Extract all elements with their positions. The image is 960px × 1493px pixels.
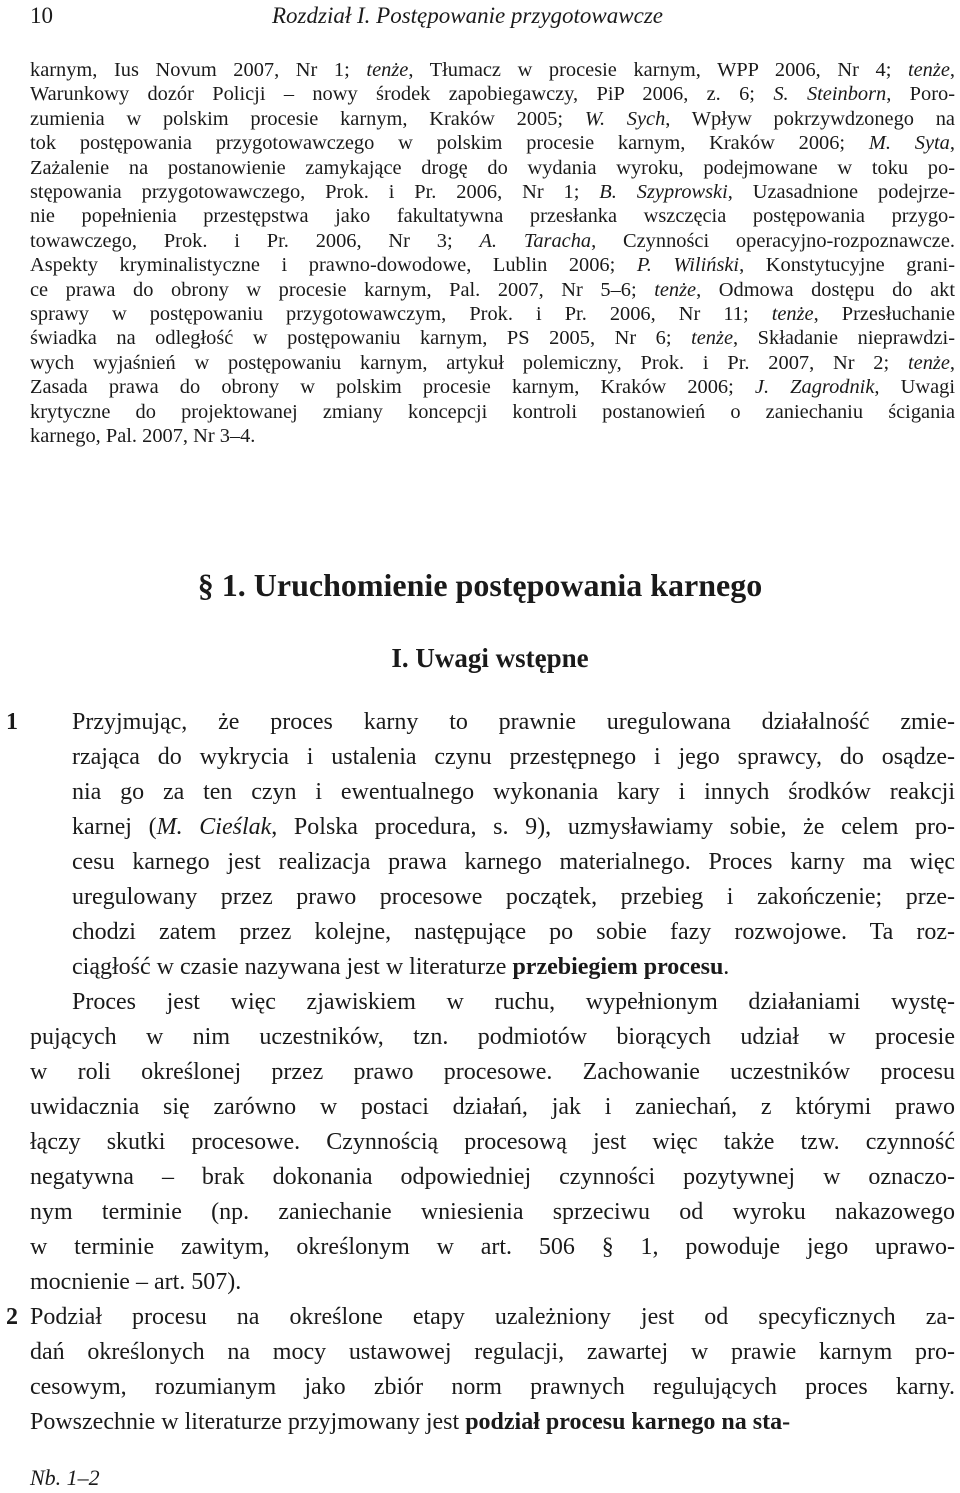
text-line: towawczego, Prok. i Pr. 2006, Nr 3; A. Taracha, Czynności operacyjno-rozpoznawcze. bbox=[30, 229, 956, 252]
text-line: Zażalenie na postanowienie zamykające drogę do wydania wyroku, podejmowane w toku po- bbox=[30, 156, 955, 179]
running-title: Rozdział I. Postępowanie przygotowawcze bbox=[272, 3, 663, 28]
text-line: wych wyjaśnień w postępowaniu karnym, artykuł polemiczny, Prok. i Pr. 2007, Nr 2; tenże, bbox=[30, 351, 955, 374]
text-line: chodzi zatem przez kolejne, następujące po sobie fazy rozwojowe. Ta roz- bbox=[72, 919, 955, 945]
text-line: Aspekty kryminalistyczne i prawno-dowodowe, Lublin 2006; P. Wiliński, Konstytucyjne grani- bbox=[30, 254, 955, 277]
text-line: dań określonych na mocy ustawowej regulacji, zawartej w prawie karnym pro- bbox=[30, 1339, 955, 1365]
text-line: cesowym, rozumianym jako zbiór norm prawnych regulujących proces karny. bbox=[30, 1374, 955, 1400]
text-line: uwidacznia się zarówno w postaci działań, jak i zaniechań, z którymi prawo bbox=[30, 1094, 955, 1120]
text-line: ce prawa do obrony w procesie karnym, Pal. 2007, Nr 5–6; tenże, Odmowa dostępu do akt bbox=[30, 278, 955, 301]
text-line: Warunkowy dozór Policji – nowy środek zapobiegawczy, PiP 2006, z. 6; S. Steinborn, Poro- bbox=[30, 83, 955, 106]
text-line: pujących w nim uczestników, tzn. podmiotów biorących udział w procesie bbox=[30, 1024, 955, 1050]
text-line: Przyjmując, że proces karny to prawnie uregulowana działalność zmie- bbox=[72, 709, 955, 735]
text-line: Zasada prawa do obrony w polskim procesie karnym, Kraków 2006; J. Zagrodnik, Uwagi bbox=[30, 376, 955, 399]
marginal-number-range: Nb. 1–2 bbox=[30, 1465, 100, 1490]
text-line: nie popełnienia przestępstwa jako fakultatywna przesłanka wszczęcia postępowania przygo- bbox=[30, 205, 955, 228]
chapter-heading: § 1. Uruchomienie postępowania karnego bbox=[197, 567, 763, 603]
text-line: krytyczne do projektowanej zmiany koncepcji kontroli postanowień o zaniechaniu ścigania bbox=[30, 400, 955, 423]
text-line: nia go za ten czyn i ewentualnego wykonania kary i innych środków reakcji bbox=[72, 779, 955, 805]
text-line: negatywna – brak dokonania odpowiedniej czynności pozytywnej w oznaczo- bbox=[30, 1164, 955, 1190]
bibliography-block bbox=[30, 58, 955, 449]
text-line: uregulowany przez prawo procesowe początek, przebieg i zakończenie; prze- bbox=[72, 884, 955, 910]
text-line: mocnienie – art. 507). bbox=[30, 1269, 242, 1295]
text-line: ciągłość w czasie nazywana jest w literaturze przebiegiem procesu. bbox=[72, 954, 730, 980]
text-line: w roli określonej przez prawo procesowe. Zachowanie uczestników procesu bbox=[30, 1059, 955, 1085]
text-line: świadka na odległość w postępowaniu karnym, PS 2005, Nr 6; tenże, Składanie nieprawdzi- bbox=[30, 327, 955, 350]
paragraph-1-continued bbox=[30, 985, 955, 1300]
margin-number-1: 1 bbox=[6, 709, 18, 735]
paragraph-2 bbox=[30, 1300, 955, 1440]
text-line: karnego, Pal. 2007, Nr 3–4. bbox=[30, 425, 256, 448]
section-heading: I. Uwagi wstępne bbox=[391, 643, 589, 673]
text-line: stępowania przygotowawczego, Prok. i Pr. 2006, Nr 1; B. Szyprowski, Uzasadnione podejrze- bbox=[30, 181, 955, 204]
text-line: karnej (M. Cieślak, Polska procedura, s. 9), uzmysławiamy sobie, że celem pro- bbox=[72, 814, 955, 840]
text-line: w terminie zawitym, określonym w art. 506 § 1, powoduje jego uprawo- bbox=[30, 1234, 955, 1260]
text-line: łączy skutki procesowe. Czynnością procesową jest więc także tzw. czynność bbox=[30, 1129, 955, 1155]
text-line: zumienia w polskim procesie karnym, Kraków 2005; W. Sych, Wpływ pokrzywdzonego na bbox=[30, 107, 955, 130]
text-line: sprawy w postępowaniu przygotowawczym, Prok. i Pr. 2006, Nr 11; tenże, Przesłuchanie bbox=[30, 303, 955, 326]
text-line: Proces jest więc zjawiskiem w ruchu, wypełnionym działaniami wystę- bbox=[72, 989, 955, 1015]
margin-number-2: 2 bbox=[6, 1304, 18, 1330]
text-line: tok postępowania przygotowawczego w polskim procesie karnym, Kraków 2006; M. Syta, bbox=[30, 132, 955, 155]
paragraph-1 bbox=[72, 705, 955, 985]
text-line: Powszechnie w literaturze przyjmowany jest podział procesu karnego na sta- bbox=[30, 1409, 791, 1435]
text-line: karnym, Ius Novum 2007, Nr 1; tenże, Tłumacz w procesie karnym, WPP 2006, Nr 4; tenże, bbox=[30, 59, 955, 81]
text-line: rzająca do wykrycia i ustalenia czynu przestępnego i jego sprawcy, do osądze- bbox=[72, 744, 955, 770]
text-line: Podział procesu na określone etapy uzależniony jest od specyficznych za- bbox=[30, 1304, 955, 1330]
text-line: cesu karnego jest realizacja prawa karnego materialnego. Proces karny ma więc bbox=[72, 849, 955, 875]
text-line: nym terminie (np. zaniechanie wniesienia sprzeciwu od wyroku nakazowego bbox=[30, 1199, 955, 1225]
page-header bbox=[30, 0, 930, 30]
page-number: 10 bbox=[30, 3, 53, 28]
